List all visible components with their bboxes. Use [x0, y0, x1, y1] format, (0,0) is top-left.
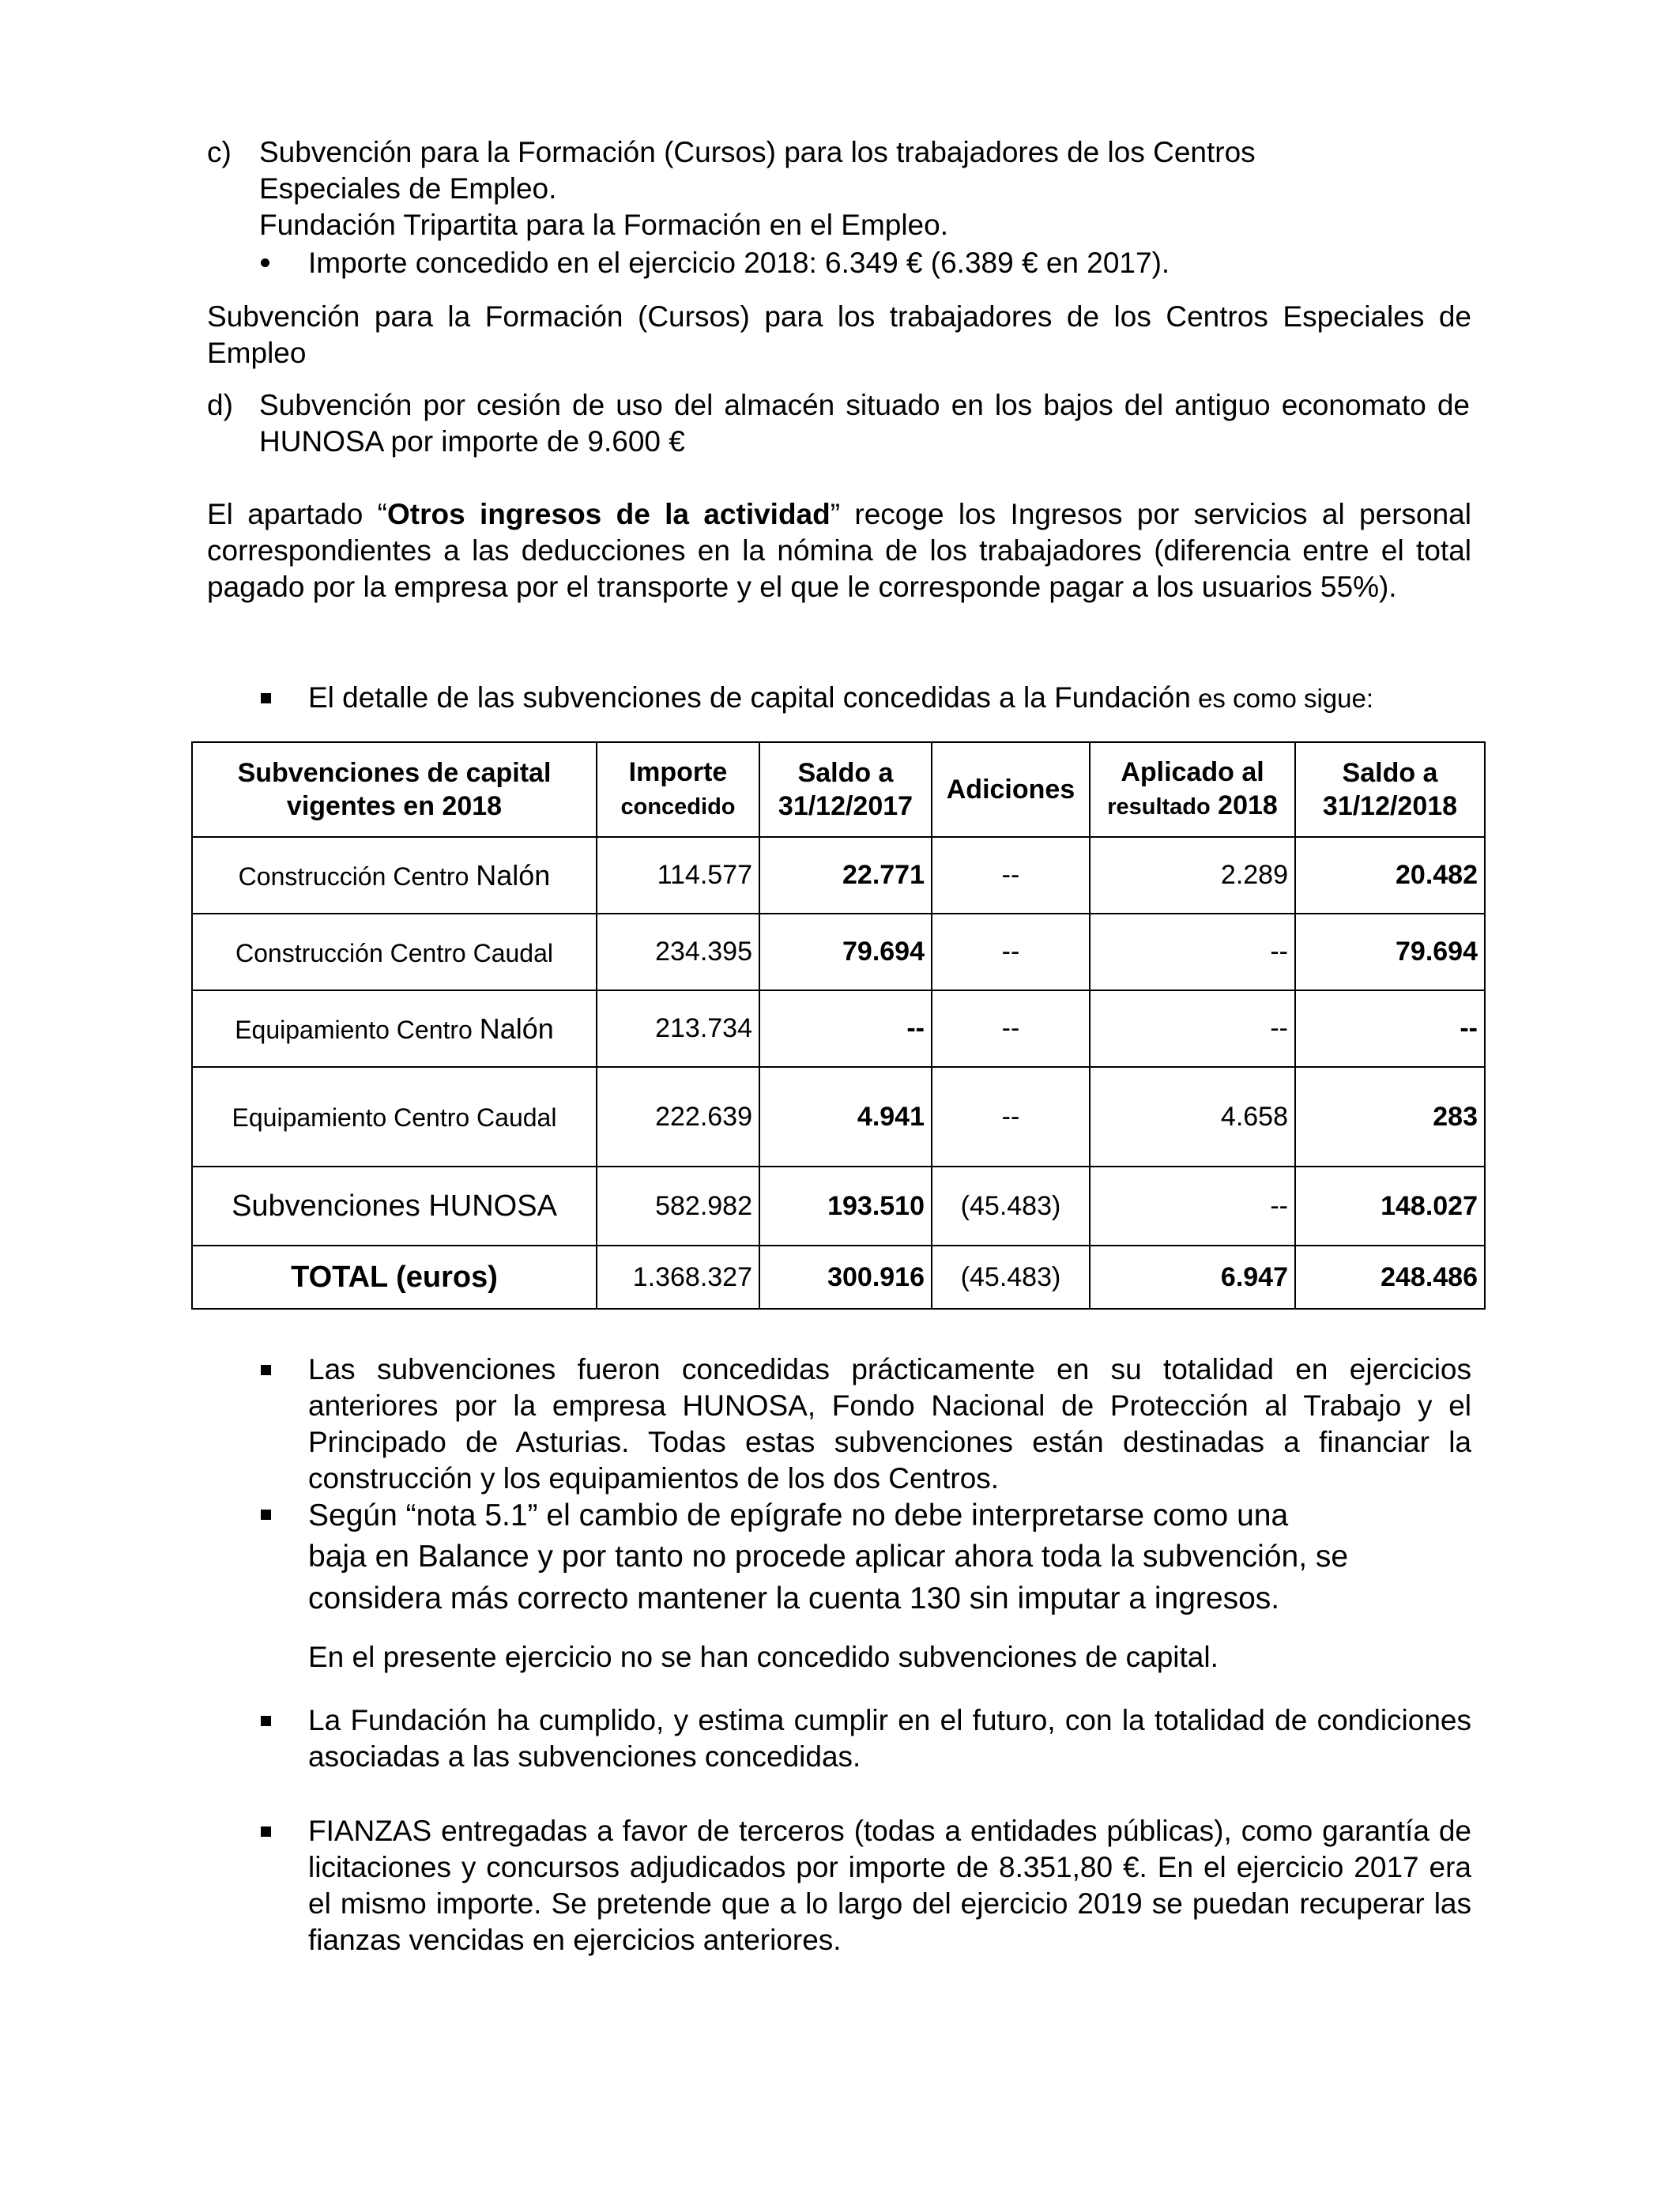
row-name-tail: Nalón [476, 858, 551, 892]
row-name [192, 1067, 597, 1167]
subvenciones-table [191, 741, 1486, 1310]
bullet-nota-line3: considera más correcto mantener la cuenta 130 sin imputar a ingresos. [308, 1581, 1280, 1615]
item-d-label: d) [207, 389, 233, 421]
bullet-nota-line1: Según “nota 5.1” el cambio de epígrafe no debe interpretarse como una [308, 1498, 1289, 1532]
cell-saldo-2018: -- [1295, 990, 1485, 1067]
item-c-line1: Subvención para la Formación (Cursos) para los trabajadores de los Centros [259, 136, 1256, 168]
cell-adiciones: -- [932, 990, 1090, 1067]
header-aplicado-c: 2018 [1210, 790, 1278, 820]
cell-saldo-2017: -- [759, 990, 932, 1067]
cell-aplicado: -- [1090, 990, 1295, 1067]
bullet-fianzas-text: FIANZAS entregadas a favor de terceros (todas a entidades públicas), como garantía de licitaciones y concursos adjudicados por importe de 8.351,80 €. En el ejercicio 2017 era el mismo importe. Se pretende que a lo largo del ejercicio 2019 se puedan recuperar las fianzas vencidas en ejercicios anteriores. [308, 1815, 1471, 1956]
square-bullet-icon [261, 693, 271, 703]
total-aplicado: 6.947 [1090, 1246, 1295, 1309]
square-bullet-icon [261, 1716, 271, 1726]
row-name [192, 990, 597, 1067]
row-name-main: Subvenciones HUNOSA [232, 1189, 557, 1223]
square-bullet-icon [261, 1365, 271, 1375]
cell-importe: 234.395 [597, 914, 759, 990]
header-importe-a: Importe [628, 757, 728, 787]
cell-importe: 114.577 [597, 837, 759, 914]
cell-importe: 582.982 [597, 1167, 759, 1246]
row-name [192, 1167, 597, 1246]
header-aplicado-a: Aplicado al [1121, 757, 1264, 787]
item-c-line3: Fundación Tripartita para la Formación en el Empleo. [259, 209, 948, 241]
table-total-row [192, 1246, 1485, 1309]
total-importe: 1.368.327 [597, 1246, 759, 1309]
bullet-nota-note: En el presente ejercicio no se han concedido subvenciones de capital. [308, 1641, 1219, 1673]
cell-saldo-2017: 79.694 [759, 914, 932, 990]
header-aplicado [1090, 742, 1295, 837]
header-aplicado-b: resultado [1107, 794, 1211, 820]
cell-saldo-2017: 4.941 [759, 1067, 932, 1167]
header-importe [597, 742, 759, 837]
detalle-intro-tail: es como sigue: [1190, 684, 1374, 713]
cell-saldo-2018: 148.027 [1295, 1167, 1485, 1246]
total-adiciones: (45.483) [932, 1246, 1090, 1309]
header-importe-b: concedido [620, 794, 736, 820]
cell-saldo-2017: 22.771 [759, 837, 932, 914]
cell-importe: 222.639 [597, 1067, 759, 1167]
row-name [192, 914, 597, 990]
table-row [192, 1067, 1485, 1167]
bullet-cumplido-text: La Fundación ha cumplido, y estima cumplir en el futuro, con la totalidad de condiciones asociadas a las subvenciones concedidas. [308, 1704, 1471, 1773]
table-header-row [192, 742, 1485, 837]
cell-adiciones: -- [932, 837, 1090, 914]
detalle-intro [308, 680, 1478, 717]
item-c-line2: Especiales de Empleo. [259, 172, 557, 205]
row-name [192, 837, 597, 914]
row-name-main: Equipamiento Centro Caudal [232, 1103, 557, 1132]
bullet-hunosa-text: Las subvenciones fueron concedidas prácticamente en su totalidad en ejercicios anteriores por la empresa HUNOSA, Fondo Nacional de Protección al Trabajo y el Principado de Asturias. Todas estas subvenciones están destinadas a financiar la construcción y los equipamientos de los dos Centros. [308, 1353, 1471, 1495]
total-saldo-2017: 300.916 [759, 1246, 932, 1309]
detalle-intro-main: El detalle de las subvenciones de capital concedidas a la Fundación [308, 681, 1191, 714]
table-row [192, 990, 1485, 1067]
table-row [192, 914, 1485, 990]
table-row [192, 1167, 1485, 1246]
cell-adiciones: -- [932, 1067, 1090, 1167]
otros-ingresos-bold: Otros ingresos de la actividad [387, 498, 831, 530]
cell-saldo-2017: 193.510 [759, 1167, 932, 1246]
row-name-tail: Nalón [479, 1012, 554, 1045]
otros-ingresos-after: ” recoge los Ingresos por servicios al personal correspondientes a las deducciones en la nómina de los trabajadores (diferencia entre el total pagado por la empresa por el transporte y el que le corresponde pagar a los usuarios 55%). [207, 498, 1471, 603]
item-d-text: Subvención por cesión de uso del almacén situado en los bajos del antiguo economato de HUNOSA por importe de 9.600 € [259, 389, 1470, 458]
cell-aplicado: 2.289 [1090, 837, 1295, 914]
square-bullet-icon [261, 1826, 271, 1837]
cell-aplicado: 4.658 [1090, 1067, 1295, 1167]
otros-ingresos-paragraph [207, 496, 1471, 605]
cell-adiciones: -- [932, 914, 1090, 990]
cell-saldo-2018: 283 [1295, 1067, 1485, 1167]
table-row [192, 837, 1485, 914]
item-c-label: c) [207, 136, 232, 168]
otros-ingresos-before: El apartado “ [207, 498, 387, 530]
cell-saldo-2018: 79.694 [1295, 914, 1485, 990]
cell-aplicado: -- [1090, 1167, 1295, 1246]
square-bullet-icon [261, 1510, 271, 1520]
header-adiciones: Adiciones [932, 742, 1090, 837]
row-name-main: Construcción Centro Caudal [235, 938, 553, 967]
row-name-main: Equipamiento Centro [235, 1015, 480, 1044]
bullet-dot-icon [261, 258, 269, 267]
cell-saldo-2018: 20.482 [1295, 837, 1485, 914]
row-name-main: Construcción Centro [238, 861, 477, 891]
total-saldo-2018: 248.486 [1295, 1246, 1485, 1309]
total-name: TOTAL (euros) [192, 1246, 597, 1309]
cell-adiciones: (45.483) [932, 1167, 1090, 1246]
bullet-nota-line2: baja en Balance y por tanto no procede aplicar ahora toda la subvención, se [308, 1540, 1349, 1574]
item-c-bullet: Importe concedido en el ejercicio 2018: 6.349 € (6.389 € en 2017). [308, 247, 1170, 279]
header-saldo-2017: Saldo a 31/12/2017 [759, 742, 932, 837]
repeat-paragraph: Subvención para la Formación (Cursos) para los trabajadores de los Centros Especiales de Empleo [207, 300, 1471, 369]
header-subvenciones: Subvenciones de capital vigentes en 2018 [192, 742, 597, 837]
header-saldo-2018: Saldo a 31/12/2018 [1295, 742, 1485, 837]
cell-aplicado: -- [1090, 914, 1295, 990]
cell-importe: 213.734 [597, 990, 759, 1067]
